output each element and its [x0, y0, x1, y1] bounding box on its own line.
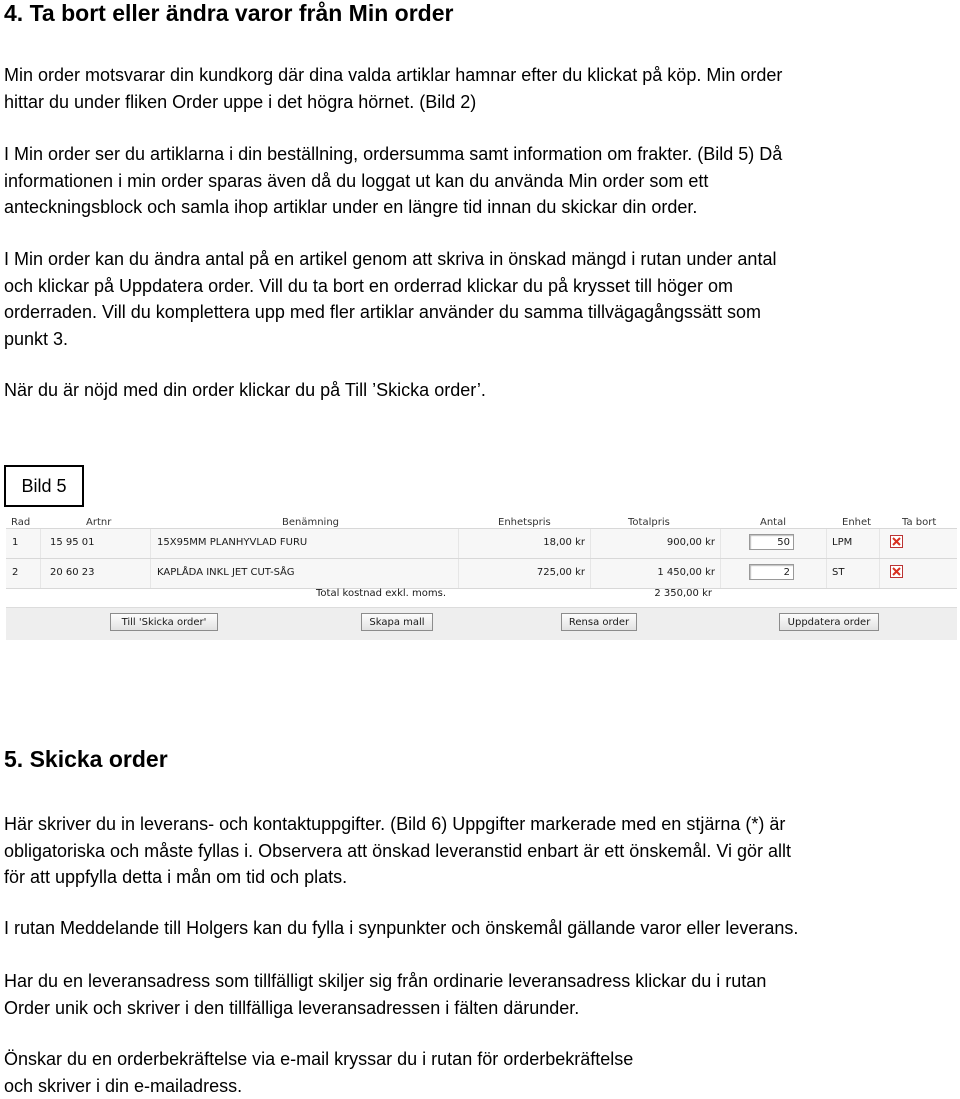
column-header-antal: Antal [760, 517, 786, 528]
section-4-heading: 4. Ta bort eller ändra varor från Min order [4, 0, 453, 27]
section-5-paragraph-2 [4, 915, 954, 942]
close-icon[interactable] [890, 535, 903, 548]
column-header-rad: Rad [11, 517, 30, 528]
text-line: och klickar på Uppdatera order. Vill du ta bort en orderrad klickar du på krysset till höger om [4, 273, 954, 300]
unit: ST [832, 567, 844, 578]
create-template-button[interactable]: Skapa mall [361, 613, 433, 631]
text-line: och skriver i din e-mailadress. [4, 1073, 954, 1099]
text-line: obligatoriska och måste fyllas i. Observera att önskad leveranstid enbart är ett önskemål. Vi gör allt [4, 838, 954, 865]
quantity-input[interactable]: 2 [749, 564, 794, 580]
order-button-bar [6, 607, 957, 640]
column-header-artnr: Artnr [86, 517, 111, 528]
section-4-paragraph-3 [4, 246, 954, 352]
text-line: hittar du under fliken Order uppe i det högra hörnet. (Bild 2) [4, 89, 954, 116]
article-number: 20 60 23 [50, 567, 95, 578]
table-row [6, 528, 957, 559]
article-number: 15 95 01 [50, 537, 95, 548]
row-number: 1 [12, 537, 18, 548]
figure-label: Bild 5 [4, 465, 84, 507]
text-line: I rutan Meddelande till Holgers kan du fylla i synpunkter och önskemål gällande varor eller leverans. [4, 915, 954, 942]
unit-price: 725,00 kr [537, 567, 585, 578]
text-line: Här skriver du in leverans- och kontaktuppgifter. (Bild 6) Uppgifter markerade med en stjärna (*) är [4, 811, 954, 838]
order-table-screenshot [0, 510, 960, 640]
text-line: informationen i min order sparas även då du loggat ut kan du använda Min order som ett [4, 168, 954, 195]
unit: LPM [832, 537, 852, 548]
row-number: 2 [12, 567, 18, 578]
close-icon[interactable] [890, 565, 903, 578]
column-header-enhetspris: Enhetspris [498, 517, 551, 528]
text-line: Har du en leveransadress som tillfälligt skiljer sig från ordinarie leveransadress klickar du i rutan [4, 968, 954, 995]
article-name: KAPLÅDA INKL JET CUT-SÅG [157, 567, 295, 578]
update-order-button[interactable]: Uppdatera order [779, 613, 879, 631]
column-header-ta-bort: Ta bort [902, 517, 936, 528]
section-5-paragraph-4 [4, 1046, 954, 1099]
column-header-enhet: Enhet [842, 517, 871, 528]
text-line: Önskar du en orderbekräftelse via e-mail kryssar du i rutan för orderbekräftelse [4, 1046, 954, 1073]
section-4-paragraph-1 [4, 62, 954, 115]
clear-order-button[interactable]: Rensa order [561, 613, 637, 631]
total-label: Total kostnad exkl. moms. [316, 588, 446, 599]
section-5-paragraph-3 [4, 968, 954, 1021]
section-4-paragraph-4 [4, 377, 954, 404]
total-value: 2 350,00 kr [654, 588, 712, 599]
text-line: punkt 3. [4, 326, 954, 353]
total-price: 1 450,00 kr [657, 567, 715, 578]
table-row [6, 558, 957, 589]
total-price: 900,00 kr [667, 537, 715, 548]
text-line: Order unik och skriver i den tillfälliga leveransadressen i fälten därunder. [4, 995, 954, 1022]
column-header-totalpris: Totalpris [628, 517, 670, 528]
section-4-paragraph-2 [4, 141, 954, 221]
article-name: 15X95MM PLANHYVLAD FURU [157, 537, 307, 548]
text-line: I Min order ser du artiklarna i din beställning, ordersumma samt information om frakter. (Bild 5) Då [4, 141, 954, 168]
section-5-paragraph-1 [4, 811, 954, 891]
section-5-heading: 5. Skicka order [4, 746, 168, 773]
quantity-input[interactable]: 50 [749, 534, 794, 550]
text-line: anteckningsblock och samla ihop artiklar under en längre tid innan du skickar din order. [4, 194, 954, 221]
to-send-order-button[interactable]: Till 'Skicka order' [110, 613, 218, 631]
text-line: När du är nöjd med din order klickar du på Till ’Skicka order’. [4, 377, 954, 404]
unit-price: 18,00 kr [543, 537, 585, 548]
text-line: för att uppfylla detta i mån om tid och plats. [4, 864, 954, 891]
text-line: orderraden. Vill du komplettera upp med fler artiklar använder du samma tillvägagångssätt som [4, 299, 954, 326]
text-line: Min order motsvarar din kundkorg där dina valda artiklar hamnar efter du klickat på köp. Min order [4, 62, 954, 89]
text-line: I Min order kan du ändra antal på en artikel genom att skriva in önskad mängd i rutan under antal [4, 246, 954, 273]
column-header-benamning: Benämning [282, 517, 339, 528]
